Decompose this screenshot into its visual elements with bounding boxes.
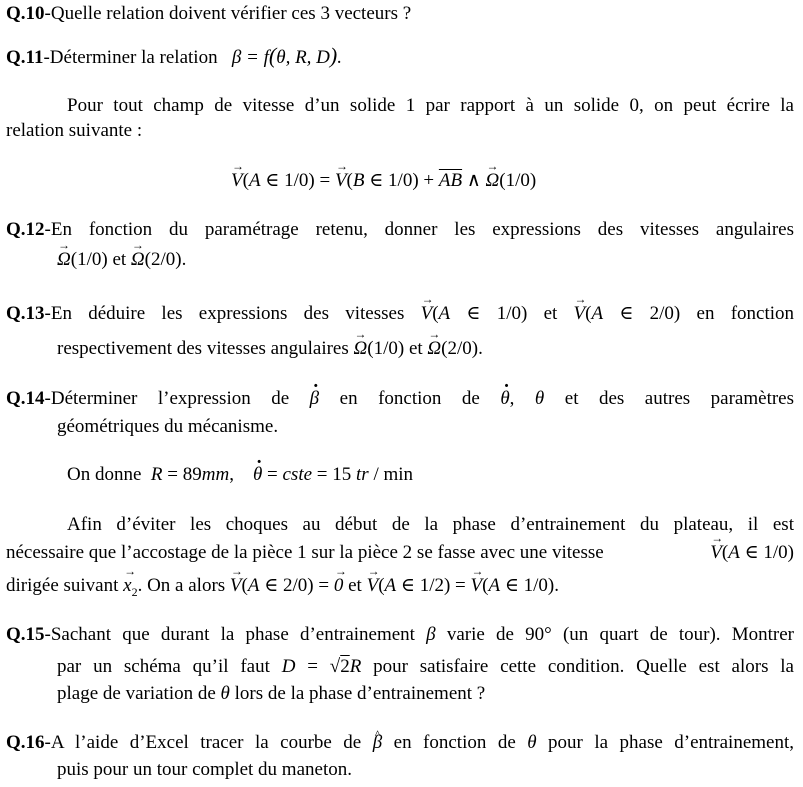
q15-text-3b: lors de la phase d’entrainement ? — [234, 683, 486, 704]
q11-number: Q.11 — [6, 47, 44, 68]
q12-line-2: → Ω(1/0) et → Ω(2/0). — [57, 249, 186, 271]
q15-text-3a: plage de variation de — [57, 683, 216, 704]
q10-number: Q.10 — [6, 3, 45, 24]
q11-text: -Déterminer la relation — [43, 47, 218, 68]
q16-number: Q.16 — [6, 732, 45, 753]
intro-line-2: relation suivante : — [6, 120, 143, 141]
para2-line-2: nécessaire que l’accostage de la pièce 1 sur la pièce 2 se fasse avec une vitesse → V(A ∈ 1/0) — [6, 542, 794, 564]
q10-text: -Quelle relation doivent vérifier ces 3 vecteurs ? — [44, 3, 412, 24]
q10-line — [6, 3, 411, 25]
q13-text-a: -En déduire les expressions des vitesses — [44, 303, 405, 324]
q16-text-b: en fonction de — [393, 732, 516, 753]
q14-text-b: en fonction de — [339, 388, 480, 409]
q16-text-c: pour la phase d’entrainement, — [548, 732, 794, 753]
para2-line-1: Afin d’éviter les choques au début de la phase d’entrainement du plateau, il est — [67, 514, 794, 535]
q11-line — [6, 45, 342, 69]
para2-et: et — [348, 575, 362, 596]
q15-line-3: plage de variation de θ lors de la phase d’entrainement ? — [57, 683, 486, 704]
q13-text-b: en fonction — [696, 303, 795, 324]
para2-text-2: nécessaire que l’accostage de la pièce 1 sur la pièce 2 se fasse avec une vitesse — [6, 542, 604, 563]
q11-formula: β = f(θ, R, D). — [222, 43, 342, 68]
q12-et: et — [112, 249, 127, 270]
q14-line-1: Q.14-Déterminer l’expression de · β en fonction de · θ, θ et des autres paramètres — [6, 388, 794, 410]
para2-text-3a: dirigée suivant — [6, 575, 119, 596]
q15-line-1: Q.15-Sachant que durant la phase d’entrainement β varie de 90° (un quart de tour). Montrer — [6, 624, 795, 645]
intro-line-1: Pour tout champ de vitesse d’un solide 1 par rapport à un solide 0, on peut écrire la — [67, 95, 794, 116]
q13-text-2: respectivement des vitesses angulaires — [57, 338, 349, 359]
q13-line-2: respectivement des vitesses angulaires → Ω(1/0) et → Ω(2/0). — [57, 338, 483, 360]
q15-text-a: -Sachant que durant la phase d’entrainement — [44, 624, 415, 645]
velocity-equation: → V(A ∈ 1/0) = → V(B ∈ $1/0) + \overline{AB}$ ∧ → Ω(1/0) — [231, 170, 536, 192]
q13-line-1: Q.13-En déduire les expressions des vitesses → V(A ∈ 1/0) et → V(A ∈ 2/0) en fonction — [6, 303, 794, 325]
q15-text-b: varie de 90° (un quart de tour). Montrer — [446, 624, 795, 645]
q15-text-2b: pour satisfaire cette condition. Quelle est alors la — [373, 656, 794, 677]
given-values: On donne R = 89mm, · θ = cste = 15 tr / min — [67, 464, 413, 486]
para2-line-3: dirigée suivant → $x_2$. On a alors → V(A ∈ 2/0) = → 0 et → V(A ∈ 1/2) = → V(A ∈ 1/0). — [6, 575, 559, 603]
q14-text-a: -Déterminer l’expression de — [44, 388, 290, 409]
para2-text-3b: . On a alors — [137, 575, 226, 596]
q13-et: et — [543, 303, 558, 324]
q16-line-1: Q.16-A l’aide d’Excel tracer la courbe de ^ β en fonction de θ pour la phase d’entrainement, — [6, 732, 794, 754]
given-label: On donne — [67, 464, 142, 485]
q15-line-2: par un schéma qu’il faut D = √2R pour satisfaire cette condition. Quelle est alors la — [57, 656, 794, 677]
q14-number: Q.14 — [6, 388, 45, 409]
q16-text-a: -A l’aide d’Excel tracer la courbe de — [44, 732, 362, 753]
q14-line-2: géométriques du mécanisme. — [57, 416, 279, 437]
q15-text-2a: par un schéma qu’il faut — [57, 656, 270, 677]
q16-line-2: puis pour un tour complet du maneton. — [57, 759, 352, 780]
q12-text: -En fonction du paramétrage retenu, donner les expressions des vitesses angulaires — [44, 219, 794, 240]
q14-text-c: et des autres paramètres — [564, 388, 795, 409]
q12-line-1 — [6, 219, 794, 241]
q15-number: Q.15 — [6, 624, 45, 645]
q12-number: Q.12 — [6, 219, 45, 240]
q13-number: Q.13 — [6, 303, 45, 324]
